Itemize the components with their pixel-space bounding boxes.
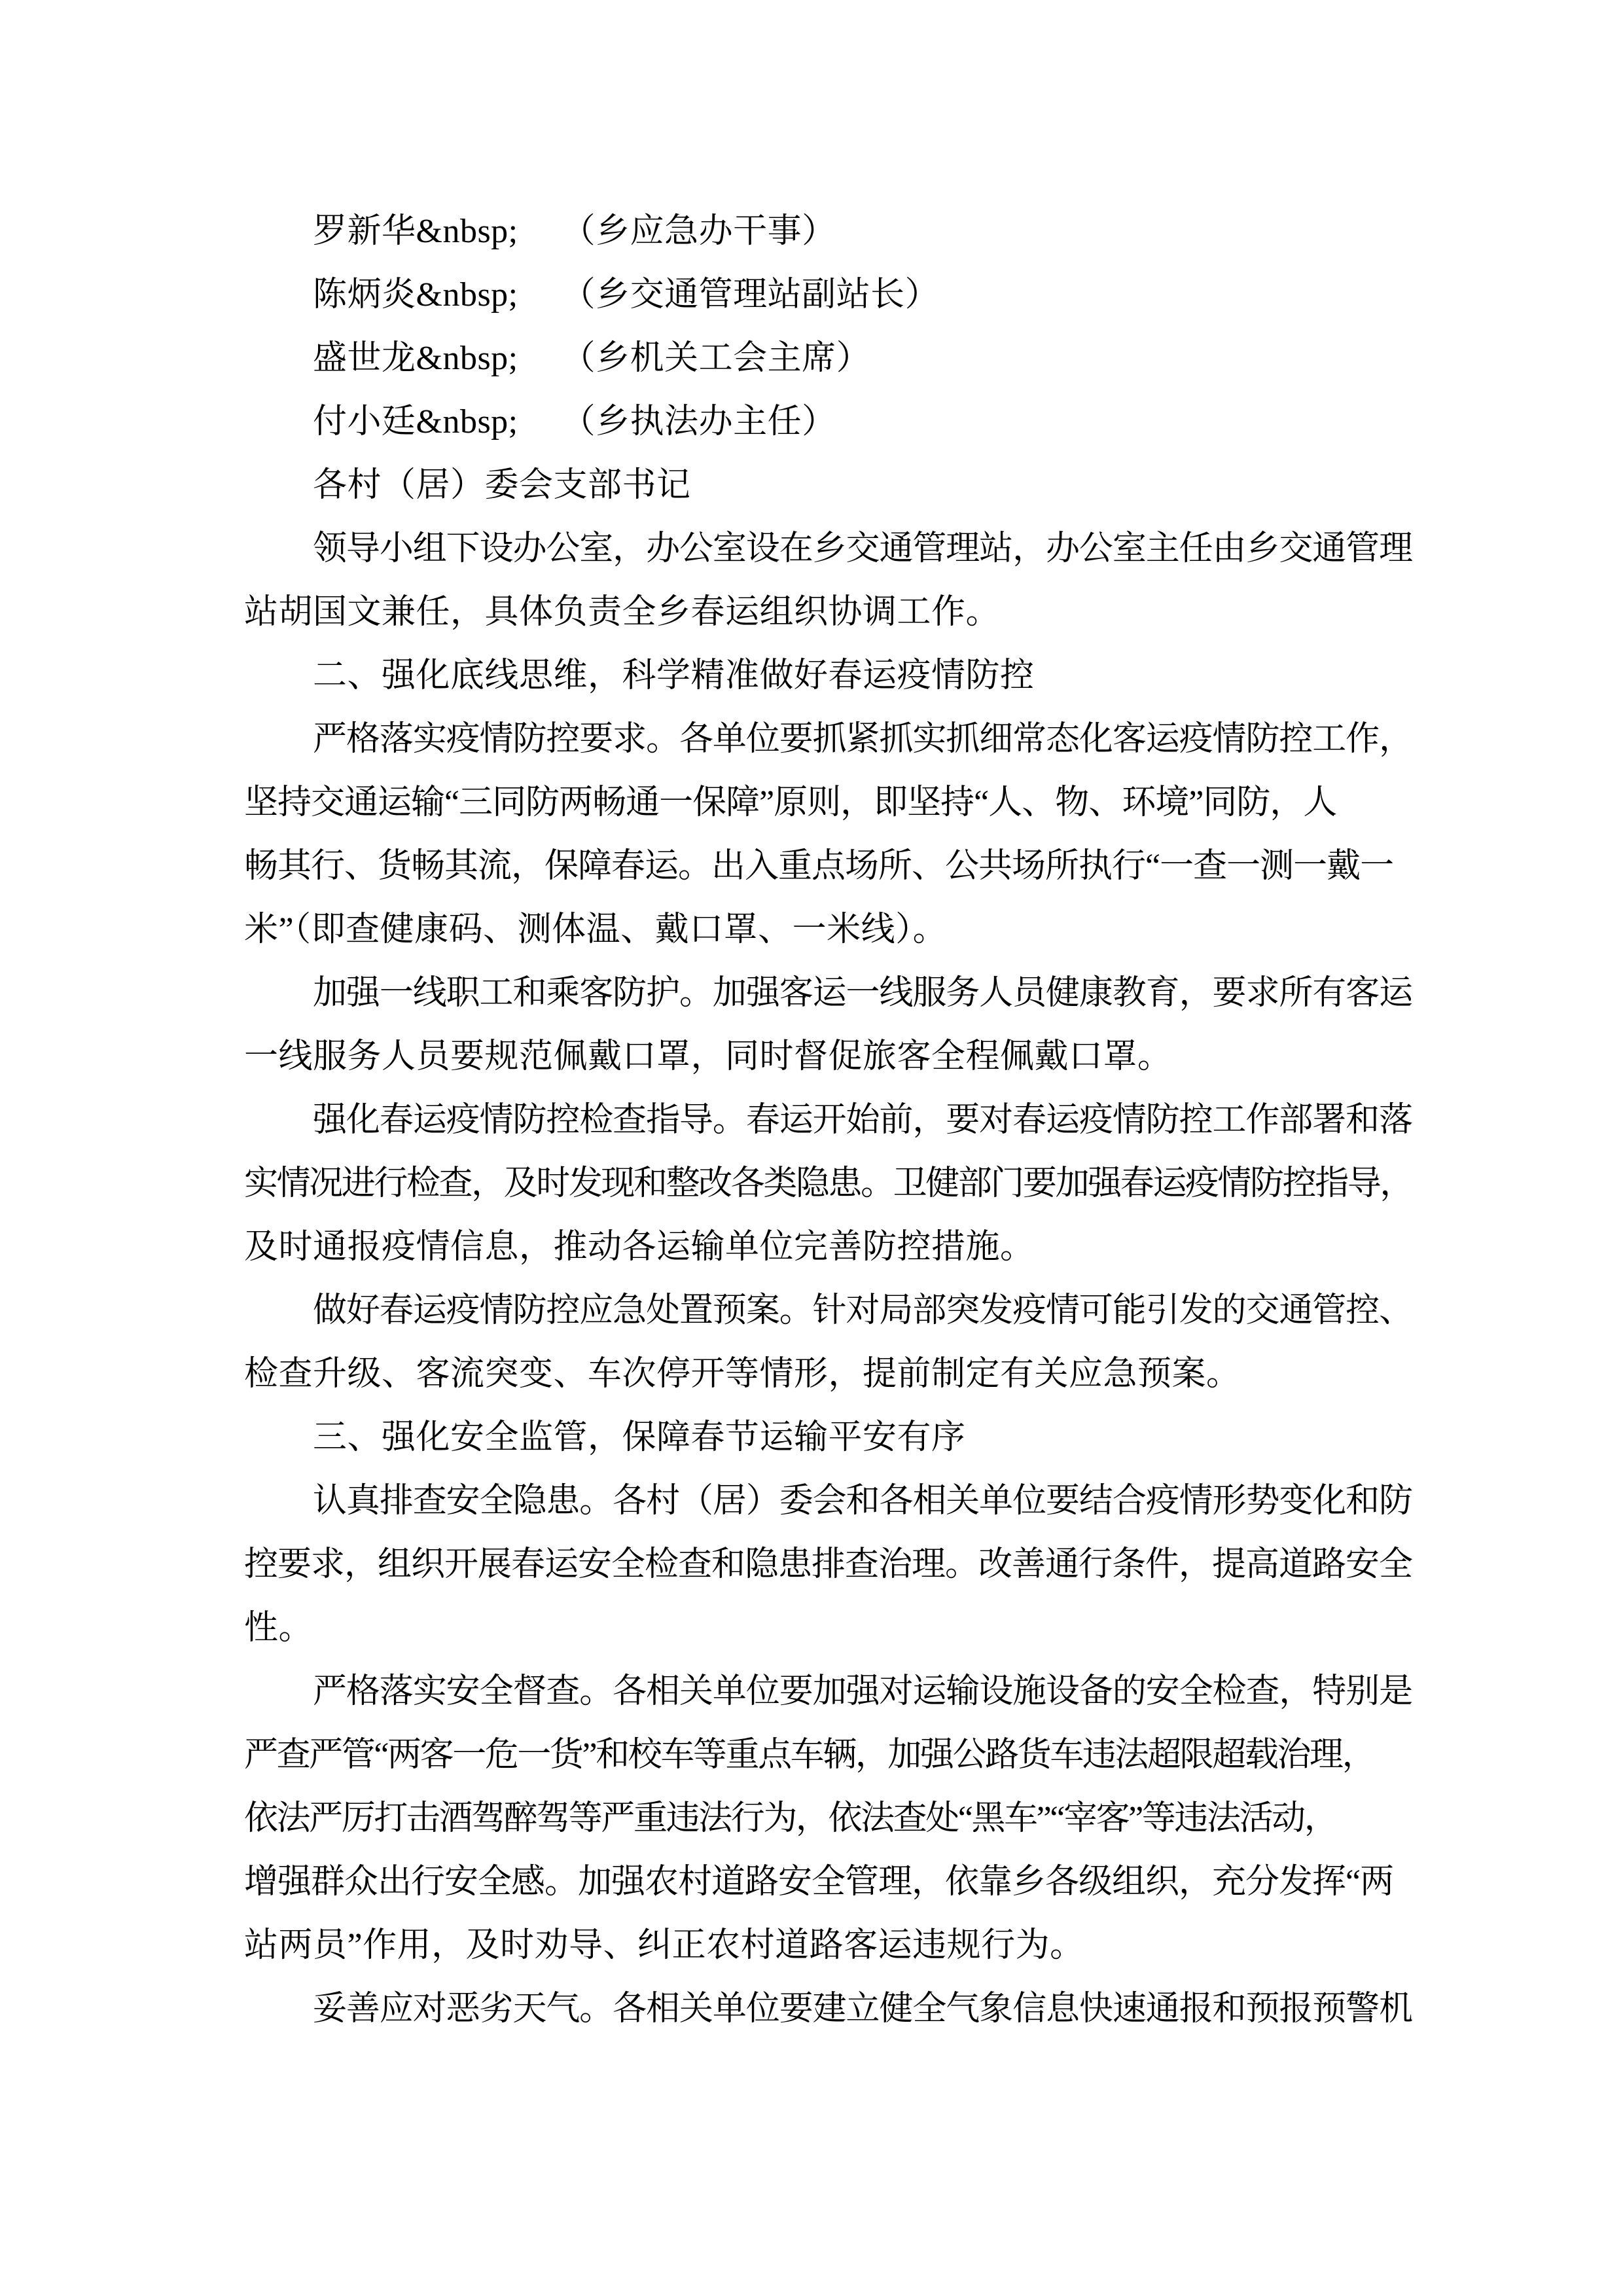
text-line: 做好春运疫情防控应急处置预案。针对局部突发疫情可能引发的交通管控、 — [313, 1292, 1413, 1329]
text-line: 加强一线职工和乘客防护。加强客运一线服务人员健康教育，要求所有客运 — [313, 975, 1413, 1012]
text-line: 妥善应对恶劣天气。各相关单位要建立健全气象信息快速通报和预报预警机 — [313, 1990, 1413, 2028]
text-line: 检查升级、客流突变、车次停开等情形，提前制定有关应急预案。 — [244, 1355, 1241, 1393]
text-line: 性。 — [244, 1609, 313, 1647]
text-line: 畅其行、货畅其流，保障春运。出入重点场所、公共场所执行“一查一测一戴一 — [244, 848, 1394, 885]
text-line: 一线服务人员要规范佩戴口罩，同时督促旅客全程佩戴口罩。 — [244, 1038, 1172, 1075]
text-line: 各村（居）委会支部书记 — [313, 467, 691, 504]
text-line: 付小廷&nbsp; （乡执法办主任） — [313, 403, 836, 440]
text-line: 站胡国文兼任，具体负责全乡春运组织协调工作。 — [244, 594, 1001, 631]
text-line: 依法严厉打击酒驾醉驾等严重违法行为，依法查处“黑车”“宰客”等违法活动， — [244, 1800, 1337, 1837]
text-line: 严格落实安全督查。各相关单位要加强对运输设施设备的安全检查，特别是 — [313, 1673, 1413, 1710]
text-line: 控要求，组织开展春运安全检查和隐患排查治理。改善通行条件，提高道路安全 — [244, 1546, 1413, 1583]
text-line: 强化春运疫情防控检查指导。春运开始前，要对春运疫情防控工作部署和落 — [313, 1102, 1413, 1139]
text-line: 及时通报疫情信息，推动各运输单位完善防控措施。 — [244, 1229, 1035, 1266]
text-line: 严查严管“两客一危一货”和校车等重点车辆，加强公路货车违法超限超载治理， — [244, 1736, 1375, 1774]
text-line: 站两员”作用，及时劝导、纠正农村道路客运违规行为。 — [244, 1927, 1084, 1964]
text-line: 米”（即查健康码、测体温、戴口罩、一米线）。 — [244, 911, 948, 948]
text-line: 严格落实疫情防控要求。各单位要抓紧抓实抓细常态化客运疫情防控工作， — [313, 721, 1413, 758]
text-line: 增强群众出行安全感。加强农村道路安全管理，依靠乡各级组织，充分发挥“两 — [244, 1863, 1394, 1901]
text-line: 三、强化安全监管，保障春节运输平安有序 — [313, 1419, 966, 1456]
text-line: 罗新华&nbsp; （乡应急办干事） — [313, 213, 836, 250]
text-line: 认真排查安全隐患。各村（居）委会和各相关单位要结合疫情形势变化和防 — [313, 1482, 1413, 1520]
document-body — [244, 200, 1412, 2041]
text-line: 二、强化底线思维，科学精准做好春运疫情防控 — [313, 657, 1035, 694]
text-line: 盛世龙&nbsp; （乡机关工会主席） — [313, 340, 871, 377]
text-line: 实情况进行检查，及时发现和整改各类隐患。卫健部门要加强春运疫情防控指导， — [244, 1165, 1413, 1202]
text-line: 坚持交通运输“三同防两畅通一保障”原则，即坚持“人、物、环境”同防，人 — [244, 784, 1337, 821]
text-line: 领导小组下设办公室，办公室设在乡交通管理站，办公室主任由乡交通管理 — [313, 530, 1413, 567]
text-line: 陈炳炎&nbsp; （乡交通管理站副站长） — [313, 276, 940, 314]
